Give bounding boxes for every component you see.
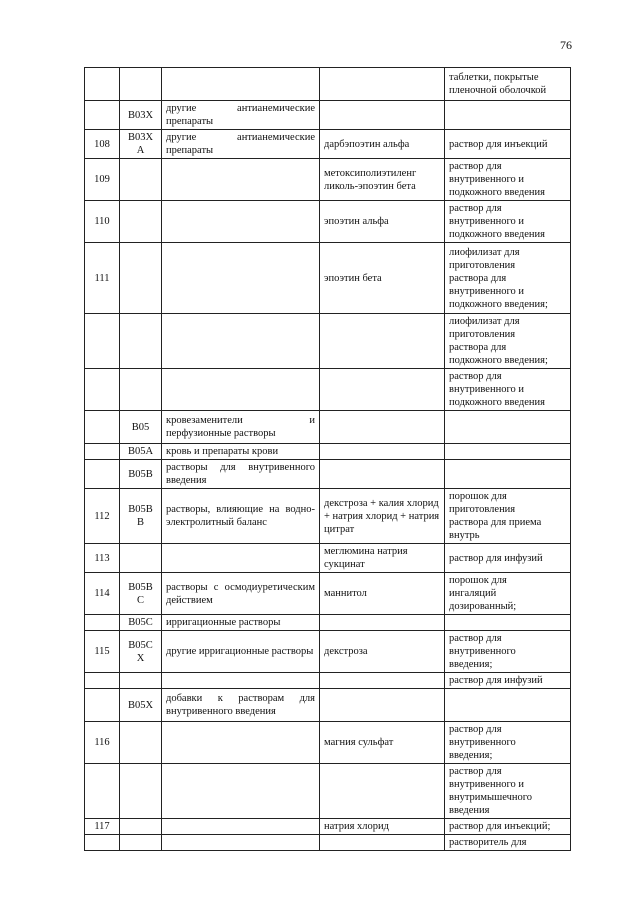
atc-code bbox=[120, 819, 162, 835]
drug-name: эпоэтин альфа bbox=[320, 201, 445, 243]
row-number: 108 bbox=[85, 130, 120, 159]
table-row bbox=[85, 159, 571, 201]
drug-name: натрия хлорид bbox=[320, 819, 445, 835]
atc-code bbox=[120, 201, 162, 243]
dosage-form-line: внутривенного и bbox=[449, 174, 524, 185]
row-number: 111 bbox=[85, 243, 120, 314]
dosage-form-line: раствор для bbox=[449, 161, 502, 172]
atc-code-line: X bbox=[136, 652, 145, 664]
dosage-form-line: раствора для bbox=[449, 272, 507, 284]
drug-name: меглюмина натрия сукцинат bbox=[320, 544, 445, 573]
page-number: 76 bbox=[560, 38, 572, 52]
dosage-form-line: подкожного введения bbox=[449, 187, 545, 198]
row-number bbox=[85, 101, 120, 130]
dosage-form-line: внутривенного bbox=[449, 737, 516, 748]
table-row bbox=[85, 130, 571, 159]
atc-group-name bbox=[162, 314, 320, 369]
drug-name bbox=[320, 689, 445, 722]
dosage-form bbox=[445, 68, 571, 101]
row-number: 110 bbox=[85, 201, 120, 243]
atc-group-name bbox=[162, 673, 320, 689]
drug-name bbox=[320, 411, 445, 444]
atc-group-name: кровезаменители и перфузионные растворы bbox=[162, 411, 320, 444]
drug-name bbox=[320, 101, 445, 130]
dosage-form-line: внутривенного и bbox=[449, 285, 524, 297]
row-number bbox=[85, 460, 120, 489]
atc-code bbox=[120, 243, 162, 314]
atc-group-name bbox=[162, 201, 320, 243]
atc-code bbox=[120, 722, 162, 764]
drug-name: маннитол bbox=[320, 573, 445, 615]
row-number bbox=[85, 411, 120, 444]
atc-code: B05C bbox=[120, 615, 162, 631]
atc-code-line: A bbox=[136, 145, 145, 156]
atc-code-line: C bbox=[136, 594, 144, 606]
dosage-form-line: раствор для bbox=[449, 766, 502, 777]
dosage-form bbox=[445, 764, 571, 819]
drug-name bbox=[320, 460, 445, 489]
dosage-form bbox=[445, 573, 571, 615]
dosage-form-line: раствор для bbox=[449, 203, 502, 214]
dosage-form-line: раствор для инфузий bbox=[449, 552, 543, 564]
atc-code: B05B bbox=[120, 460, 162, 489]
dosage-form-line: раствор для инъекций; bbox=[449, 821, 551, 832]
dosage-form-line: раствор для bbox=[449, 633, 502, 644]
dosage-form-line: подкожного введения; bbox=[449, 298, 548, 310]
dosage-form-line: приготовления bbox=[449, 329, 516, 340]
dosage-form-line: лиофилизат для bbox=[449, 316, 520, 327]
atc-code bbox=[120, 369, 162, 411]
atc-code bbox=[120, 68, 162, 101]
drug-name: метоксиполиэтиленг ликоль-эпоэтин бета bbox=[320, 159, 445, 201]
dosage-form-line: раствора для bbox=[449, 342, 507, 353]
dosage-form bbox=[445, 615, 571, 631]
row-number: 117 bbox=[85, 819, 120, 835]
dosage-form bbox=[445, 544, 571, 573]
dosage-form-line: пленочной оболочкой bbox=[449, 85, 547, 96]
atc-code bbox=[120, 314, 162, 369]
atc-group-name: растворы, влияющие на водно-электролитный баланс bbox=[162, 489, 320, 544]
dosage-form-line: внутривенного и bbox=[449, 216, 524, 227]
atc-group-name: другие ирригационные растворы bbox=[162, 631, 320, 673]
dosage-form-line: подкожного введения bbox=[449, 397, 545, 408]
atc-code bbox=[120, 764, 162, 819]
atc-code bbox=[120, 159, 162, 201]
atc-code: B05A bbox=[120, 444, 162, 460]
table-row bbox=[85, 722, 571, 764]
row-number: 113 bbox=[85, 544, 120, 573]
atc-code-line: B05B bbox=[128, 504, 153, 515]
drug-table bbox=[84, 67, 571, 851]
table-row bbox=[85, 489, 571, 544]
atc-code-line: B05B bbox=[128, 581, 153, 593]
dosage-form-line: раствор для инфузий bbox=[449, 675, 543, 686]
drug-name bbox=[320, 68, 445, 101]
table-row bbox=[85, 243, 571, 314]
dosage-form bbox=[445, 159, 571, 201]
table-row bbox=[85, 819, 571, 835]
atc-code bbox=[120, 130, 162, 159]
dosage-form-line: приготовления bbox=[449, 259, 516, 271]
dosage-form bbox=[445, 369, 571, 411]
dosage-form-line: введения; bbox=[449, 659, 493, 670]
dosage-form-line: таблетки, покрытые bbox=[449, 72, 539, 83]
atc-code bbox=[120, 673, 162, 689]
dosage-form bbox=[445, 631, 571, 673]
table-row bbox=[85, 314, 571, 369]
atc-code bbox=[120, 835, 162, 851]
atc-code-line: B03X bbox=[127, 132, 154, 143]
table-row bbox=[85, 631, 571, 673]
drug-name bbox=[320, 444, 445, 460]
atc-group-name: ирригационные растворы bbox=[162, 615, 320, 631]
atc-code bbox=[120, 489, 162, 544]
row-number bbox=[85, 615, 120, 631]
table-row bbox=[85, 460, 571, 489]
table-row bbox=[85, 411, 571, 444]
dosage-form-line: ингаляций bbox=[449, 588, 497, 599]
dosage-form bbox=[445, 411, 571, 444]
table-row bbox=[85, 369, 571, 411]
atc-code bbox=[120, 631, 162, 673]
row-number: 114 bbox=[85, 573, 120, 615]
row-number: 116 bbox=[85, 722, 120, 764]
table-row bbox=[85, 444, 571, 460]
dosage-form bbox=[445, 444, 571, 460]
row-number bbox=[85, 764, 120, 819]
drug-name bbox=[320, 314, 445, 369]
dosage-form-line: растворитель для bbox=[449, 837, 527, 848]
atc-group-name: добавки к растворам для внутривенного введения bbox=[162, 689, 320, 722]
atc-code: B05X bbox=[120, 689, 162, 722]
atc-group-name bbox=[162, 835, 320, 851]
table-row bbox=[85, 615, 571, 631]
drug-name: декстроза + калия хлорид + натрия хлорид + натрия цитрат bbox=[320, 489, 445, 544]
dosage-form bbox=[445, 130, 571, 159]
drug-name bbox=[320, 835, 445, 851]
atc-code: B05 bbox=[120, 411, 162, 444]
atc-group-name: растворы с осмодиуретическим действием bbox=[162, 573, 320, 615]
atc-group-name: другие антианемические препараты bbox=[162, 130, 320, 159]
atc-code bbox=[120, 544, 162, 573]
atc-group-name: кровь и препараты крови bbox=[162, 444, 320, 460]
dosage-form-line: порошок для bbox=[449, 491, 507, 502]
atc-group-name bbox=[162, 369, 320, 411]
drug-name: магния сульфат bbox=[320, 722, 445, 764]
table-row bbox=[85, 573, 571, 615]
dosage-form-line: дозированный; bbox=[449, 601, 517, 612]
table-row bbox=[85, 201, 571, 243]
drug-name bbox=[320, 673, 445, 689]
dosage-form-line: внутривенного и bbox=[449, 384, 524, 395]
table-row bbox=[85, 544, 571, 573]
table-row bbox=[85, 835, 571, 851]
row-number: 112 bbox=[85, 489, 120, 544]
dosage-form-line: внутрь bbox=[449, 530, 480, 541]
dosage-form-line: раствора для приема bbox=[449, 517, 542, 528]
atc-code-line: B05C bbox=[128, 639, 153, 651]
atc-group-name bbox=[162, 243, 320, 314]
dosage-form-line: лиофилизат для bbox=[449, 246, 520, 258]
dosage-form bbox=[445, 819, 571, 835]
dosage-form bbox=[445, 489, 571, 544]
dosage-form-line: внутривенного и bbox=[449, 779, 524, 790]
dosage-form-line: раствор для инъекций bbox=[449, 138, 548, 150]
dosage-form bbox=[445, 201, 571, 243]
dosage-form bbox=[445, 722, 571, 764]
table-row bbox=[85, 673, 571, 689]
dosage-form bbox=[445, 460, 571, 489]
table-row bbox=[85, 68, 571, 101]
dosage-form-line: подкожного введения bbox=[449, 229, 545, 240]
atc-group-name bbox=[162, 764, 320, 819]
dosage-form bbox=[445, 835, 571, 851]
dosage-form bbox=[445, 243, 571, 314]
row-number bbox=[85, 689, 120, 722]
row-number bbox=[85, 444, 120, 460]
dosage-form bbox=[445, 689, 571, 722]
row-number bbox=[85, 314, 120, 369]
row-number bbox=[85, 68, 120, 101]
atc-code: B03X bbox=[120, 101, 162, 130]
atc-group-name bbox=[162, 68, 320, 101]
dosage-form-line: внутримышечного bbox=[449, 792, 533, 803]
drug-name: декстроза bbox=[320, 631, 445, 673]
row-number bbox=[85, 835, 120, 851]
atc-group-name: растворы для внутривенного введения bbox=[162, 460, 320, 489]
dosage-form-line: приготовления bbox=[449, 504, 516, 515]
drug-name bbox=[320, 615, 445, 631]
drug-name: дарбэпоэтин альфа bbox=[320, 130, 445, 159]
dosage-form bbox=[445, 673, 571, 689]
row-number: 109 bbox=[85, 159, 120, 201]
dosage-form-line: введения bbox=[449, 805, 490, 816]
atc-group-name bbox=[162, 819, 320, 835]
drug-name: эпоэтин бета bbox=[320, 243, 445, 314]
atc-group-name bbox=[162, 722, 320, 764]
table-row bbox=[85, 689, 571, 722]
dosage-form-line: введения; bbox=[449, 750, 493, 761]
drug-name bbox=[320, 764, 445, 819]
row-number bbox=[85, 369, 120, 411]
atc-group-name: другие антианемические препараты bbox=[162, 101, 320, 130]
dosage-form-line: подкожного введения; bbox=[449, 355, 548, 366]
atc-code-line: B bbox=[136, 517, 144, 528]
dosage-form bbox=[445, 314, 571, 369]
table-row bbox=[85, 101, 571, 130]
dosage-form bbox=[445, 101, 571, 130]
table-row bbox=[85, 764, 571, 819]
dosage-form-line: раствор для bbox=[449, 724, 502, 735]
row-number: 115 bbox=[85, 631, 120, 673]
dosage-form-line: порошок для bbox=[449, 575, 507, 586]
atc-group-name bbox=[162, 159, 320, 201]
atc-code bbox=[120, 573, 162, 615]
dosage-form-line: раствор для bbox=[449, 371, 502, 382]
row-number bbox=[85, 673, 120, 689]
drug-name bbox=[320, 369, 445, 411]
atc-group-name bbox=[162, 544, 320, 573]
dosage-form-line: внутривенного bbox=[449, 646, 516, 657]
